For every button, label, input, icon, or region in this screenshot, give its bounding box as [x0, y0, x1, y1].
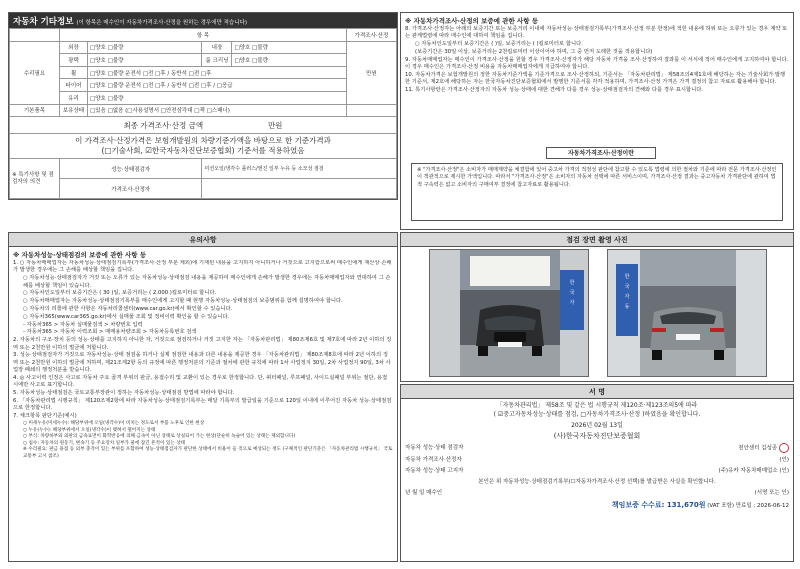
- precaution-item: 5. 자동차성능·상태점검은 국토교통부장관이 정하는 자동차성능·상태점검 방법에 따라야 합니다.: [13, 390, 235, 397]
- rear-photo: [607, 249, 767, 377]
- sign-row-value: (주)유카 자동차매매업소 (인): [718, 467, 789, 474]
- sign-row: [401, 455, 793, 466]
- guarantee-body: [401, 26, 793, 95]
- guarantee-item: 10. 자동차가격은 보험개발원의 정한 자동차기준가액을 기준가격으로 조사·산정하되, 기준서는 「자동차관리법」 제58조의4제1호에 해당하는 자는 기술사회가 발행한 기준서, 제2호에 해당하는 자는 한국자동차진단보증협회에서 발행한 기준서를 각각 적용하며, 가격조사·산정 가격은 가격 결정의 참고 자료로 활용해야 합니다.: [405, 72, 786, 86]
- group-repair: 수리필요: [10, 41, 60, 104]
- precaution-item: 7. 체크항목 판단기준(예시): [13, 413, 77, 420]
- special-row2-value: [202, 179, 397, 199]
- row-label: 외장: [60, 41, 88, 54]
- svg-text:국: 국: [624, 284, 630, 290]
- special-row1-value: 미션오일/냉각수 플러스/엔진 일부 누유 등 소모성 점검: [202, 159, 397, 179]
- precautions-title: 유의사항: [9, 233, 397, 247]
- section-note: (이 항목은 매수인이 자동차가격조사·산정을 원하는 경우에만 적습니다): [76, 20, 248, 26]
- precaution-item: 1. ○ 자동차매매업자는 자동차성능·상태점검기록부(가격조사·산정 부분 제외)에 기재된 내용을 고지하지 아니하거나 거짓으로 고지함으로써 매수인에게 재산상 손해가 발생한 경우에는 그 손해를 배상할 책임을 집니다.: [13, 260, 392, 274]
- basic-items-sub: 보유상태: [60, 104, 88, 117]
- svg-text:자: 자: [569, 300, 575, 306]
- precaution-item: ○ 자동차365(www.car365.go.kr)에서 실매물 조회 및 정비이력 확인을 할 수 있습니다.: [23, 313, 230, 320]
- guarantee-item: 11. 특기사항란은 가격조사·산정자의 자동차 성능·상태에 대한 견해가 다를 경우 성능·상태점검자의 견해와 다를 경우 표시합니다.: [405, 87, 704, 94]
- vehicle-other-info-header: [9, 13, 397, 28]
- sign-day: 13일: [609, 422, 623, 429]
- basic-items-price: [347, 104, 397, 117]
- date-line: 년 월 일 매수인: [405, 489, 443, 496]
- definition-text: ※ "가격조사·산정"은 소비자가 매매계약을 체결함에 있어 중고차 가격의 적정성 판단에 참고할 수 있도록 법령에 의한 절차와 기준에 따라 전문 가격조사·산정인이 객관적으로 제시한 가액입니다. 따라서 "가격조사·산정"은 소비자의 자동차 선택에 따른 서비스이며, 가격조사·산정 결과는 중고자동차 가격판단에 관하여 법적 구속력은 없고 소비자의 구매여부 결정에 참고자료로 활용됩니다.: [411, 163, 783, 221]
- row-value: □양호 □불량: [232, 54, 347, 67]
- signature-title: 서 명: [401, 385, 793, 399]
- seal-icon: [779, 443, 789, 453]
- signature-intro: [401, 399, 793, 443]
- sign-row: [401, 443, 793, 455]
- criteria-item: ○ 누유(누수): 해당부위에서 오일(냉각수)이 맺혀서 떨어지는 상태: [23, 427, 156, 433]
- precaution-item: ○ 자동차인도일부터 보증기간은 ( 30 )일, 보증거리는 ( 2,000 )킬로미터로 합니다.: [23, 290, 217, 297]
- guarantee-item: ○ 자동차인도일부터 보증기간은 ( )일, 보증거리는 ( )킬로미터로 합니다.: [415, 41, 583, 48]
- sign-row-value: 천안센터 김성종: [738, 445, 778, 452]
- special-row1-label: 성능·상태점검자: [60, 159, 202, 179]
- sign-month: 02월: [594, 422, 608, 429]
- sign-note: (서명 또는 인): [754, 489, 789, 496]
- row-label: 광택: [60, 54, 88, 67]
- basic-items-value: □있음 □없음 (□사용설명서 □안전삼각대 □잭 □스패너): [88, 104, 347, 117]
- signature-intro1: 「자동차관리법」 제58조 및 같은 법 시행규칙 제120조·제123조의5에 따라: [496, 402, 698, 409]
- photos-title: 점검 장면 촬영 사진: [401, 233, 793, 247]
- date-row: [401, 488, 793, 499]
- svg-text:한: 한: [624, 274, 630, 280]
- precaution-item: ○ 자동차매매업자는 자동차성능·상태점검기록부를 매수인에게 고지할 때 현행 자동차성능·상태점검의 보증범위를 함께 설명하여야 합니다.: [23, 298, 343, 305]
- precaution-item: ○ 자동차의 리콜에 관한 사항은 자동차리콜센터(www.car.go.kr)에서 확인할 수 있습니다.: [23, 306, 233, 312]
- row-value: □양호 □불량 운전석 □전 □후 / 동반석 □전 □후: [88, 66, 347, 79]
- guarantee-section: [400, 12, 794, 230]
- row-value: □양호 □불량 운전석 □전 □후 / 동반석 □전 □후 / □응급: [88, 79, 347, 92]
- precaution-item: 6. 「자동차관리법 시행규칙」 제120조제2항에 따라 자동차성능·상태점검기록부는 매달 기록부의 발급일을 기준으로 120일 이내에 이루어진 자동차 성능·상태점검으로 한정합니다.: [13, 398, 392, 412]
- svg-text:국: 국: [569, 290, 575, 296]
- criteria-list: [13, 421, 393, 460]
- sign-row: [401, 466, 793, 477]
- row-label: 휠: [60, 66, 88, 79]
- receipt-row: [401, 477, 793, 488]
- criteria-item: ※ 수리필요: 판금 용접 등 외부 충격이 있는 부위를 포함하여 성능·상태점검자가 판단한 상태에서 비용이 들 것으로 예상되는 정도 (구체적인 판단기준은 「자동차관리법 시행규칙」 국토교통부 고시 참조): [23, 447, 393, 459]
- precaution-item: ○ 자동차성능·상태점검자가 거짓 또는 오류가 있는 자동차성능·상태점검 내용을 제공하여 매수인에게 손해가 발생한 경우에는 자동차매매업자와 연대하여 그 손해를 배상할 책임이 있습니다.: [23, 275, 391, 289]
- sign-row-label: 자동차 가격조사·산정자: [405, 456, 462, 463]
- row-value: □양호 □불량: [88, 41, 202, 54]
- criteria-item: ○ 부식: 차량하부와 외판의 금속표면이 화학반응에 의해 금속이 아닌 상태로 상실되어 가는 현상(단순히 녹슬어 있는 상태는 제외합니다): [23, 434, 296, 440]
- row-label: 타이어: [60, 79, 88, 92]
- statement-line2: (□기술사회, ☑한국자동차진단보증협회) 기준서를 적용하였음: [101, 146, 305, 156]
- fee-note: (VAT 포함) 만료일 : 2026-06-12: [707, 502, 789, 509]
- precautions-body: [9, 260, 397, 560]
- special-row2-label: 가격조사·산정자: [60, 179, 202, 199]
- definition-title: 자동차가격조사·산정이란: [546, 147, 656, 159]
- col-item: 항 목: [60, 29, 347, 42]
- precaution-item: 4. ◎ 사고이력 인정은 사고로 자동차 주요 골격 부위의 판금, 용접수리 및 교환이 있는 경우로 한정합니다. 단, 쿼터패널, 루프패널, 사이드실패널 부위는 절단, 용접 시에만 사고로 표기합니다.: [13, 375, 388, 389]
- row-label: 유리: [60, 91, 88, 104]
- section-title: 자동차 기타정보: [13, 17, 74, 27]
- guarantee-item: 9. 자동차매매업자는 매수인이 가격조사·산정을 원할 경우 가격조사·산정자가 해당 자동차 가격을 조사·산정하여 결과를 이 서식에 적어 매수인에게 고지하여야 합니다. 이 경우 매수인은 가격조사·산정 비용을 자동차매매업자에게 지급하여야 합니다.: [405, 56, 789, 71]
- precaution-item: 2. 자동차의 구조·장치 등의 성능·상태를 고지하지 아니한 자, 거짓으로 점검하거나 거짓 고지한 자는 「자동차관리법」 제80조제6호 및 제7호에 따라 2년 이하의 징역 또는 2천만원 이하의 벌금에 처합니다.: [13, 337, 392, 351]
- row-value: □양호 □불량: [88, 54, 202, 67]
- photos-section: [400, 232, 794, 382]
- guarantee-item: 8. 가격조사·산정자는 아래의 보증기간 또는 보증거리 이내에 자동차성능·상태점검기록부(가격조사·산정 부분 한정)에 적힌 내용에 허위 또는 오류가 있는 경우 계약 또는 관계법령에 따라 매수인에 대하여 책임을 집니다.: [405, 26, 788, 40]
- precaution-item: - 자동차365 > 자동차 실매물검색 > 차량번호 입력: [23, 321, 143, 328]
- fee-row: [401, 499, 793, 512]
- sign-org: (사)한국자동차진단보증협회: [553, 432, 641, 440]
- vehicle-other-info: [8, 12, 398, 200]
- precautions-section: [8, 232, 398, 562]
- special-label: ※ 특기사항 및 점검자의 의견: [10, 159, 60, 199]
- basic-items-label: 기본품목: [10, 104, 60, 117]
- price-unit: 만원: [347, 41, 397, 104]
- fee-label: 책임보증 수수료: 131,670원: [611, 500, 706, 509]
- repair-table: [9, 28, 397, 199]
- row-value: □양호 □불량: [88, 91, 347, 104]
- svg-text:한: 한: [569, 280, 575, 286]
- guarantee-item: (보증기간은 30일 이상, 보증거리는 2천킬로미터 이상이어야 하며, 그 중 먼저 도래한 것을 적용합니다): [415, 49, 653, 55]
- final-price-unit: 만원: [267, 120, 283, 130]
- sign-year: 2026년: [571, 422, 593, 429]
- corner-cell: [10, 29, 60, 42]
- final-price-label: 최종 가격조사·산정 금액: [123, 120, 204, 130]
- row-label: 룸 크리닝: [202, 54, 232, 67]
- signature-intro2: ( ☑중고자동차성능·상태를 점검, □자동차가격조사·산정 )하였음을 확인합니다.: [493, 411, 701, 418]
- row-label: 내장: [202, 41, 232, 54]
- front-photo: [429, 249, 589, 377]
- svg-text:동: 동: [624, 304, 630, 310]
- receipt-text: 본인은 위 자동차성능·상태점검기록부(☐자동차가격조사·산정 선택)를 발급받은 사실을 확인합니다.: [478, 478, 716, 485]
- sign-row-value: (인): [779, 456, 789, 463]
- col-price: 가격조사·산정: [347, 29, 397, 42]
- guarantee-title: ※ 자동차가격조사·산정의 보증에 관한 사항 등: [405, 17, 539, 25]
- precaution-item: - 자동차365 > 자동차 이력조회 > 매매용차량조회 > 자동차등록번호 검색: [23, 329, 197, 336]
- criteria-item: ○ 미세누유(미세누수): 해당부위에 오일(냉각수)이 비치는 정도로서 부품 노후로 인한 현상: [23, 421, 205, 426]
- row-value: □양호 □불량: [232, 41, 347, 54]
- svg-text:자: 자: [624, 294, 630, 300]
- sign-row-label: 자동차 성능·상태 고지자: [405, 467, 464, 474]
- statement-line1: 이 가격조사·산정가격은 보험개발원의 차량기준가액을 바탕으로 한 기준가격과: [75, 136, 331, 146]
- precautions-subtitle: ※ 자동차성능·상태점검의 보증에 관한 사항 등: [13, 251, 147, 259]
- sign-row-label: 자동차 성능·상태 점검자: [405, 445, 464, 451]
- criteria-item: ○ 침수: 자동차의 원동기, 변속기 등 주요장치 일부가 물에 잠긴 흔적이 있는 상태: [23, 440, 186, 446]
- signature-section: [400, 384, 794, 562]
- precaution-item: 3. 성능·상태점검자가 거짓으로 자동차성능·상태 점검을 하거나 실제 점검한 내용과 다른 내용을 제공한 경우 「자동차관리법」 제80조제8호에 따라 2년 이하의 징역 또는 2천만원 이하의 벌금에 처하며, 제21조제2항 등의 규정에 따른 행정처분의 기준과 절차에 관한 규칙에 따라 1차 사업정지 30일, 2차 사업정지 90일, 3차 사업장 폐쇄의 행정처분을 받습니다.: [13, 352, 391, 374]
